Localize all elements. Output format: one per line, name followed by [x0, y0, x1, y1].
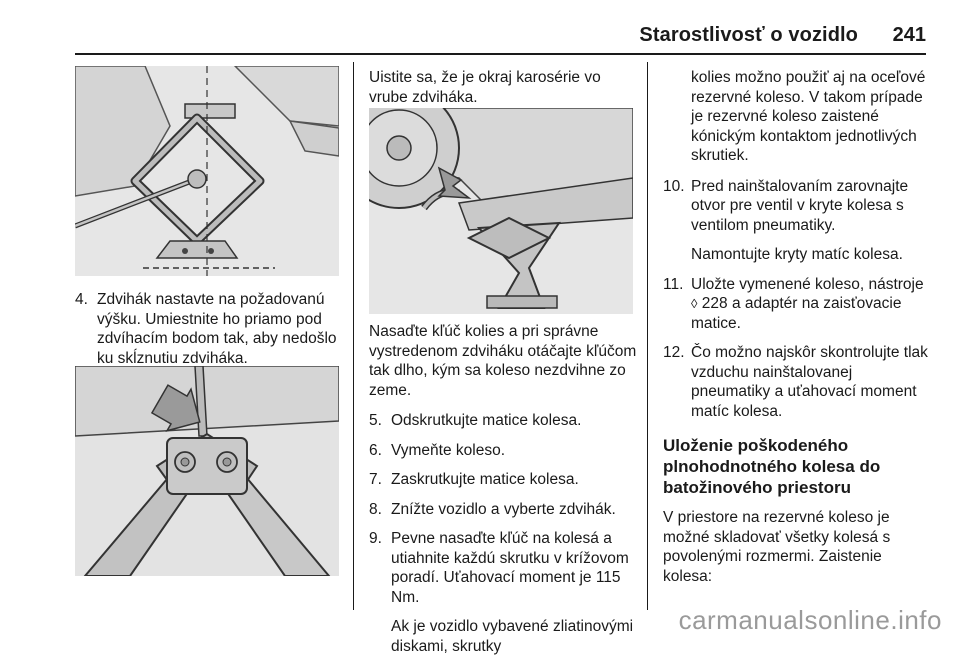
jack-head-illustration: [75, 366, 339, 576]
step-text: Pred nainštalovaním zarovnajte otvor pre ventil v kryte kolesa s ventilom pneumatiky.: [691, 177, 909, 234]
step-text: Zaskrutkujte matice kolesa.: [391, 471, 579, 488]
step-12: [663, 343, 931, 421]
step-number: 7.: [369, 471, 382, 488]
step-text: Čo možno najskôr skontrolujte tlak vzduchu nainštalovanej pneumatiky a uťahovací moment matíc kolesa.: [691, 344, 928, 420]
jack-alignment-illustration: [75, 66, 339, 276]
step-6: [369, 441, 641, 461]
middle-column: [369, 322, 641, 666]
step-5: [369, 411, 641, 431]
step-9-note: Ak je vozidlo vybavené zliatinovými diskami, skrutky: [391, 618, 634, 655]
page-header: [0, 0, 960, 58]
watermark: carmanualsonline.info: [678, 605, 942, 635]
step-text: Znížte vozidlo a vyberte zdvihák.: [391, 500, 616, 518]
left-column: [75, 290, 345, 378]
step-11: [663, 275, 931, 334]
step-9-note-continued: kolies možno použiť aj na oceľové rezervné koleso. V takom prípade je rezervné koleso zaistené kónickým kontaktom jednotlivých skrutiek.: [691, 69, 926, 164]
step-9: [369, 529, 641, 607]
step-number: 8.: [369, 500, 382, 518]
jack-notch-note: Uistite sa, že je okraj karosérie vo vrube zdviháka.: [369, 69, 601, 106]
page-title: Starostlivosť o vozidlo: [639, 24, 858, 46]
column-separator-2: [647, 62, 648, 610]
page-reference[interactable]: 228: [701, 295, 728, 312]
jack-under-car-illustration: [369, 108, 633, 314]
step-text: Uložte vymenené koleso, nástroje: [691, 275, 924, 293]
step-number: 6.: [369, 441, 382, 459]
step-number: 4.: [75, 291, 88, 308]
section-paragraph: V priestore na rezervné koleso je možné skladovať všetky kolesá s povolenými rozmermi. Zaistenie kolesa:: [663, 509, 891, 585]
step-number: 10.: [663, 177, 685, 195]
step-8: [369, 500, 641, 520]
step-4: [75, 290, 345, 368]
step-7: [369, 470, 641, 490]
header-rule: [75, 53, 926, 55]
wrench-instruction: Nasaďte kľúč kolies a pri správne vystredenom zdviháku otáčajte kľúčom tak dlho, kým sa koleso nezdvihne zo zeme.: [369, 323, 637, 399]
section-heading: Uloženie poškodeného plnohodnotného kolesa do batožinového priestoru: [663, 436, 881, 497]
right-column: [663, 68, 931, 597]
step-number: 11.: [663, 275, 684, 293]
step-number: 12.: [663, 344, 685, 361]
step-text: Odskrutkujte matice kolesa.: [391, 412, 582, 429]
triangle-ref-icon: ◊: [691, 296, 698, 311]
step-text: Vymeňte koleso.: [391, 441, 506, 459]
step-number: 9.: [369, 530, 382, 547]
step-text-cont: a adaptér na zaisťovacie matice.: [691, 295, 902, 332]
step-10: [663, 177, 931, 236]
column-separator-1: [353, 62, 354, 610]
page-number: 241: [892, 24, 926, 46]
step-text: Zdvihák nastavte na požadovanú výšku. Umiestnite ho priamo pod zdvíhacím bodom tak, aby nedošlo ku skĺznutiu zdviháka.: [97, 291, 337, 367]
step-number: 5.: [369, 412, 382, 429]
step-text: Pevne nasaďte kľúč na kolesá a utiahnite každú skrutku v krížovom poradí. Uťahovací moment je 115 Nm.: [391, 530, 629, 606]
step-10-note: Namontujte kryty matíc kolesa.: [691, 246, 903, 263]
